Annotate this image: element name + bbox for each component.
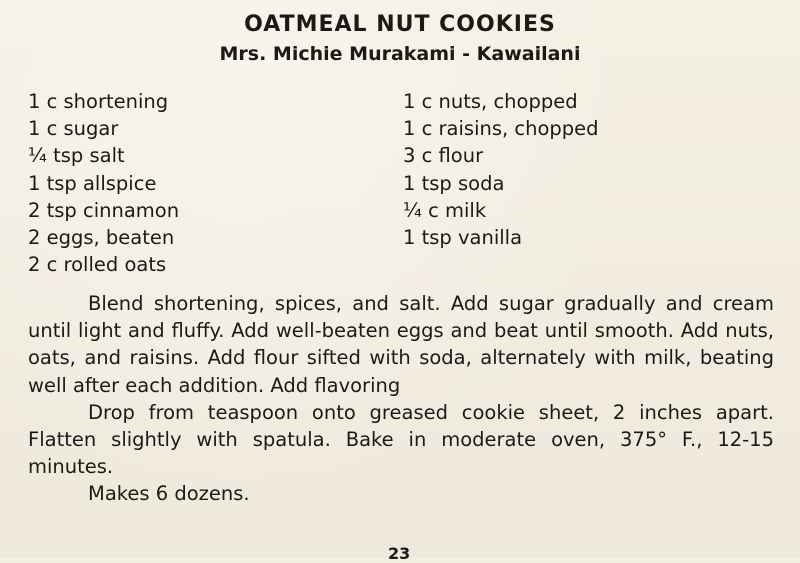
recipe-contributor: Mrs. Michie Murakami - Kawailani bbox=[219, 43, 581, 65]
ingredient-list-right bbox=[403, 88, 783, 251]
ingredient-item: 2 c rolled oats bbox=[28, 253, 167, 277]
ingredient-item: ¼ c milk bbox=[403, 198, 487, 222]
direction-paragraph: Blend shortening, spices, and salt. Add sugar gradually and cream until light and fluffy. Add well-beaten eggs and beat until smooth. Add nuts, oats, and raisins. Add flour sifted with soda, alternately with milk, beating well after each addition. Add flavoring bbox=[28, 292, 774, 397]
direction-paragraph: Drop from teaspoon onto greased cookie sheet, 2 inches apart. Flatten slightly with spatula. Bake in moderate oven, 375° F., 12-15 minutes. bbox=[28, 400, 774, 479]
ingredient-item: 1 tsp soda bbox=[403, 171, 505, 195]
recipe-directions bbox=[28, 290, 774, 508]
ingredient-item: 3 c flour bbox=[403, 144, 484, 168]
ingredient-item: 1 c shortening bbox=[28, 90, 169, 113]
ingredient-item: 2 tsp cinnamon bbox=[28, 198, 180, 222]
yield-text: Makes 6 dozens. bbox=[88, 482, 250, 506]
ingredient-list-left bbox=[28, 88, 388, 278]
ingredient-item: 1 c sugar bbox=[28, 117, 119, 141]
ingredient-item: 1 tsp allspice bbox=[28, 171, 157, 195]
recipe-title: OATMEAL NUT COOKIES bbox=[244, 12, 556, 37]
ingredient-item: 1 tsp vanilla bbox=[403, 226, 523, 250]
ingredient-item: 1 c raisins, chopped bbox=[403, 117, 599, 141]
ingredient-item: 2 eggs, beaten bbox=[28, 226, 175, 250]
page-number: 23 bbox=[388, 544, 411, 563]
ingredient-item: ¼ tsp salt bbox=[28, 144, 125, 168]
ingredient-item: 1 c nuts, chopped bbox=[403, 90, 578, 113]
